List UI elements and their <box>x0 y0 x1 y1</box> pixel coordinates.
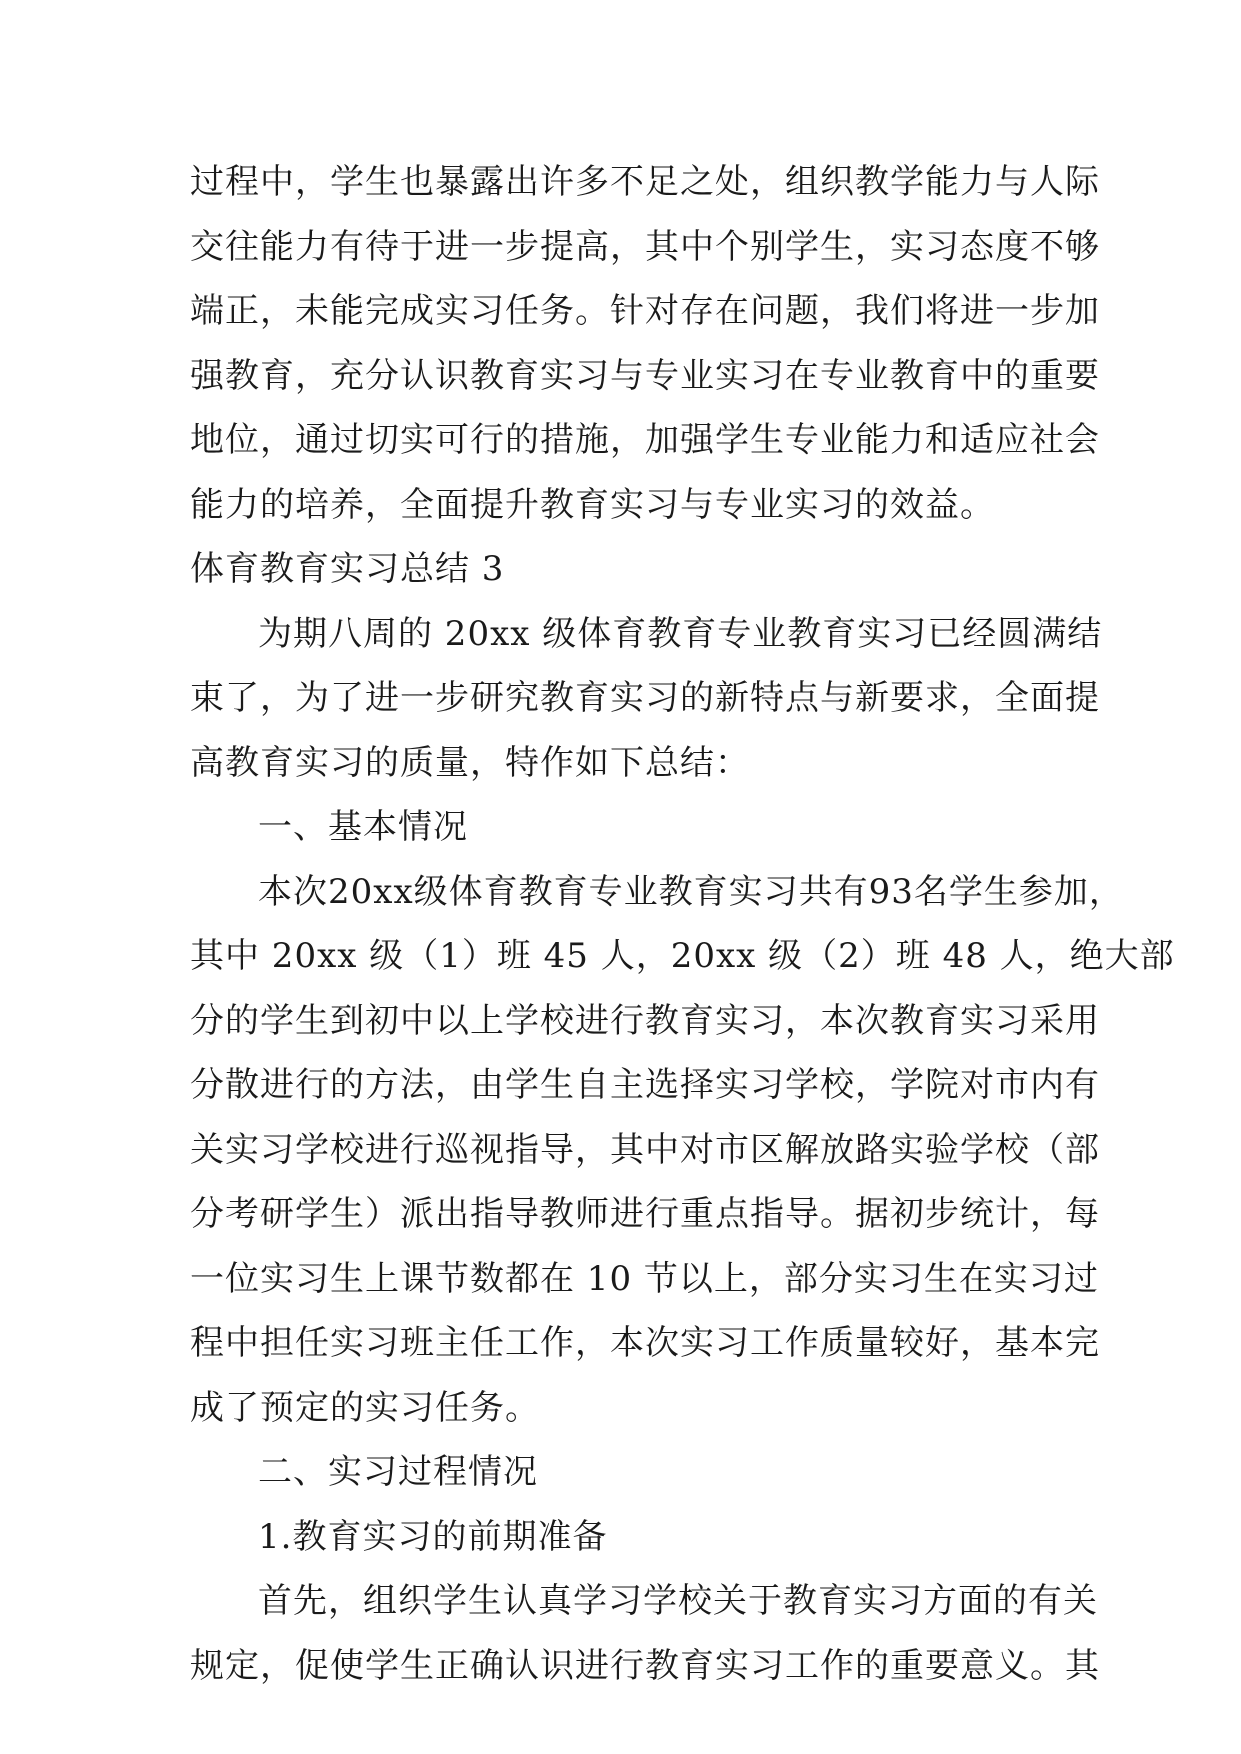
text-line: 关实习学校进行巡视指导，其中对市区解放路实验学校（部 <box>190 1129 1100 1170</box>
document-page <box>190 150 1175 1698</box>
text-line: 其中 20xx 级（1）班 45 人，20xx 级（2）班 48 人，绝大部 <box>190 936 1175 976</box>
document-title: 体育教育实习总结 3 <box>190 549 505 589</box>
text-line: 本次20xx级体育教育专业教育实习共有93名学生参加， <box>258 871 1124 912</box>
subsection-heading-preparation: 1.教育实习的前期准备 <box>258 1516 608 1557</box>
paragraph-preparation <box>190 1569 1100 1698</box>
section-heading-basic: 一、基本情况 <box>258 807 468 847</box>
text-line: 规定，促使学生正确认识进行教育实习工作的重要意义。其 <box>190 1645 1100 1686</box>
text-line: 成了预定的实习任务。 <box>190 1387 540 1428</box>
text-line: 束了，为了进一步研究教育实习的新特点与新要求，全面提 <box>190 678 1100 718</box>
paragraph-intro <box>190 602 1103 796</box>
text-line: 首先，组织学生认真学习学校关于教育实习方面的有关 <box>258 1581 1098 1621</box>
paragraph-basic-info <box>190 860 1175 1441</box>
text-line: 分散进行的方法，由学生自主选择实习学校，学院对市内有 <box>190 1065 1100 1105</box>
text-line: 地位，通过切实可行的措施，加强学生专业能力和适应社会 <box>190 420 1100 460</box>
text-line: 强教育，充分认识教育实习与专业实习在专业教育中的重要 <box>190 355 1100 396</box>
section-heading-process: 二、实习过程情况 <box>258 1452 538 1492</box>
text-line: 为期八周的 20xx 级体育教育专业教育实习已经圆满结 <box>258 613 1103 654</box>
text-line: 端正，未能完成实习任务。针对存在问题，我们将进一步加 <box>190 291 1100 331</box>
text-line: 一位实习生上课节数都在 10 节以上，部分实习生在实习过 <box>190 1258 1099 1299</box>
text-line: 程中担任实习班主任工作，本次实习工作质量较好，基本完 <box>190 1323 1100 1363</box>
text-line: 能力的培养，全面提升教育实习与专业实习的效益。 <box>190 484 995 525</box>
text-line: 交往能力有待于进一步提高，其中个别学生，实习态度不够 <box>190 226 1100 267</box>
text-line: 高教育实习的质量，特作如下总结： <box>190 742 750 783</box>
text-line: 过程中，学生也暴露出许多不足之处，组织教学能力与人际 <box>190 162 1100 202</box>
text-line: 分的学生到初中以上学校进行教育实习，本次教育实习采用 <box>190 1000 1100 1041</box>
paragraph-continuation <box>190 150 1100 537</box>
text-line: 分考研学生）派出指导教师进行重点指导。据初步统计，每 <box>190 1194 1100 1234</box>
